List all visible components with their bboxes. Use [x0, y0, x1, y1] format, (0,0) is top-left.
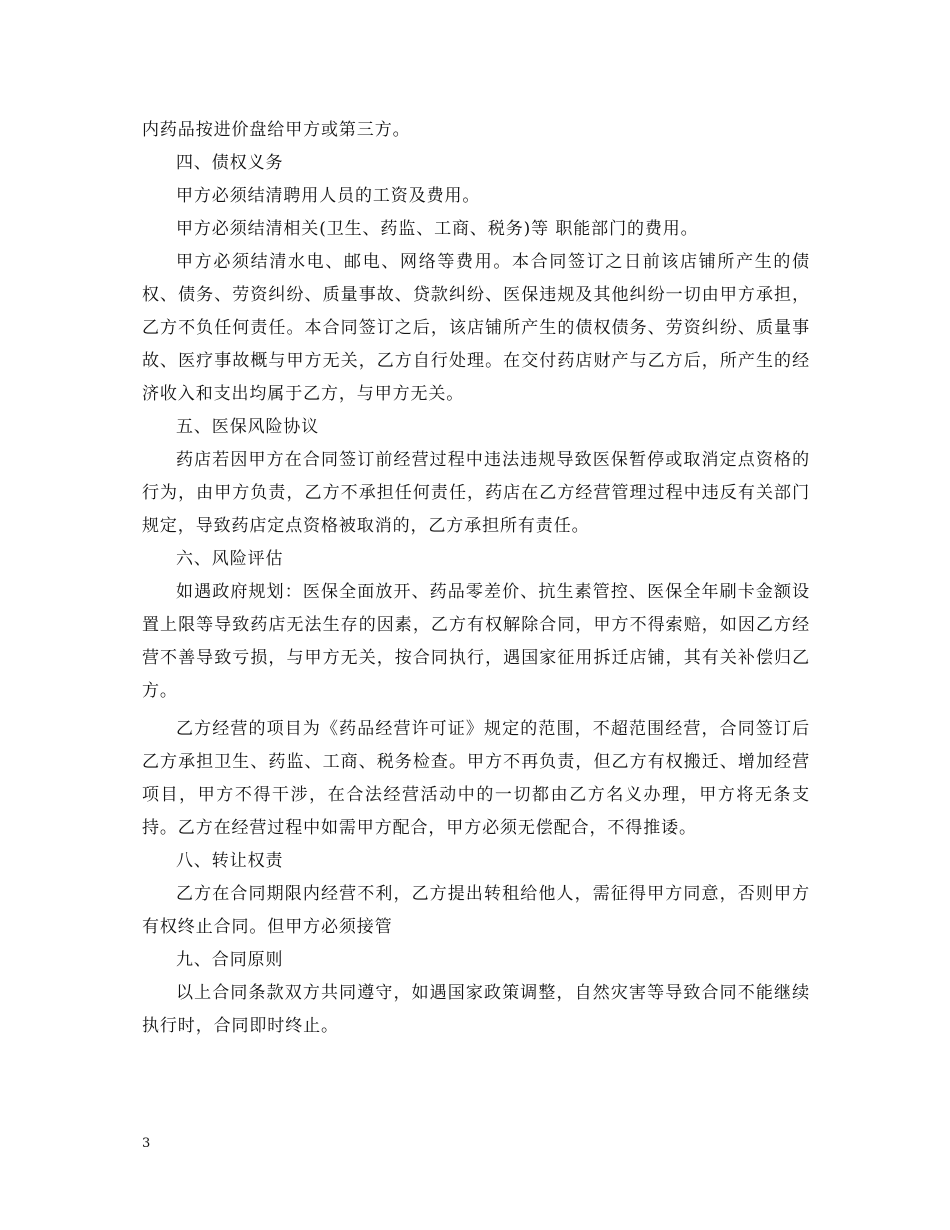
page-number: 3 [142, 1136, 151, 1151]
paragraph-continuation: 内药品按进价盘给甲方或第三方。 [142, 120, 411, 140]
paragraph-contract-termination: 以上合同条款双方共同遵守，如遇国家政策调整，自然灾害等导致合同不能继续执行时，合同即时终止。 [142, 983, 810, 1036]
section-heading-debt-obligations: 四、债权义务 [176, 153, 284, 173]
paragraph-government-planning: 如遇政府规划：医保全面放开、药品零差价、抗生素管控、医保全年刷卡金额设置上限等导致药店无法生存的因素，乙方有权解除合同，甲方不得索赔，如因乙方经营不善导致亏损，与甲方无关，按合同执行，遇国家征用拆迁店铺，其有关补偿归乙方。 [142, 582, 810, 701]
section-heading-medical-insurance-risk: 五、医保风险协议 [176, 417, 320, 437]
section-heading-contract-principles: 九、合同原则 [176, 950, 284, 970]
section-heading-transfer-rights: 八、转让权责 [176, 851, 284, 871]
paragraph-sublease: 乙方在合同期限内经营不利，乙方提出转租给他人，需征得甲方同意，否则甲方有权终止合同。但甲方必须接管 [142, 884, 810, 937]
paragraph-business-scope: 乙方经营的项目为《药品经营许可证》规定的范围，不超范围经营，合同签订后乙方承担卫生、药监、工商、税务检查。甲方不再负责，但乙方有权搬迁、增加经营项目，甲方不得干涉，在合法经营活动中的一切都由乙方名义办理，甲方将无条支持。乙方在经营过程中如需甲方配合，甲方必须无偿配合，不得推诿。 [142, 719, 810, 838]
document-body [142, 114, 810, 1043]
paragraph-medical-insurance-risk: 药店若因甲方在合同签订前经营过程中违法违规导致医保暂停或取消定点资格的行为，由甲方负责，乙方不承担任何责任，药店在乙方经营管理过程中违反有关部门规定，导致药店定点资格被取消的，乙方承担所有责任。 [142, 450, 810, 536]
paragraph-department-fees: 甲方必须结清相关(卫生、药监、工商、税务)等 职能部门的费用。 [176, 219, 699, 239]
section-heading-risk-assessment: 六、风险评估 [176, 549, 284, 569]
paragraph-staff-wages: 甲方必须结清聘用人员的工资及费用。 [176, 186, 481, 206]
paragraph-utilities-debts: 甲方必须结清水电、邮电、网络等费用。本合同签订之日前该店铺所产生的债权、债务、劳资纠纷、质量事故、贷款纠纷、医保违规及其他纠纷一切由甲方承担，乙方不负任何责任。本合同签订之后，该店铺所产生的债权债务、劳资纠纷、质量事故、医疗事故概与甲方无关，乙方自行处理。在交付药店财产与乙方后，所产生的经济收入和支出均属于乙方，与甲方无关。 [142, 252, 810, 404]
